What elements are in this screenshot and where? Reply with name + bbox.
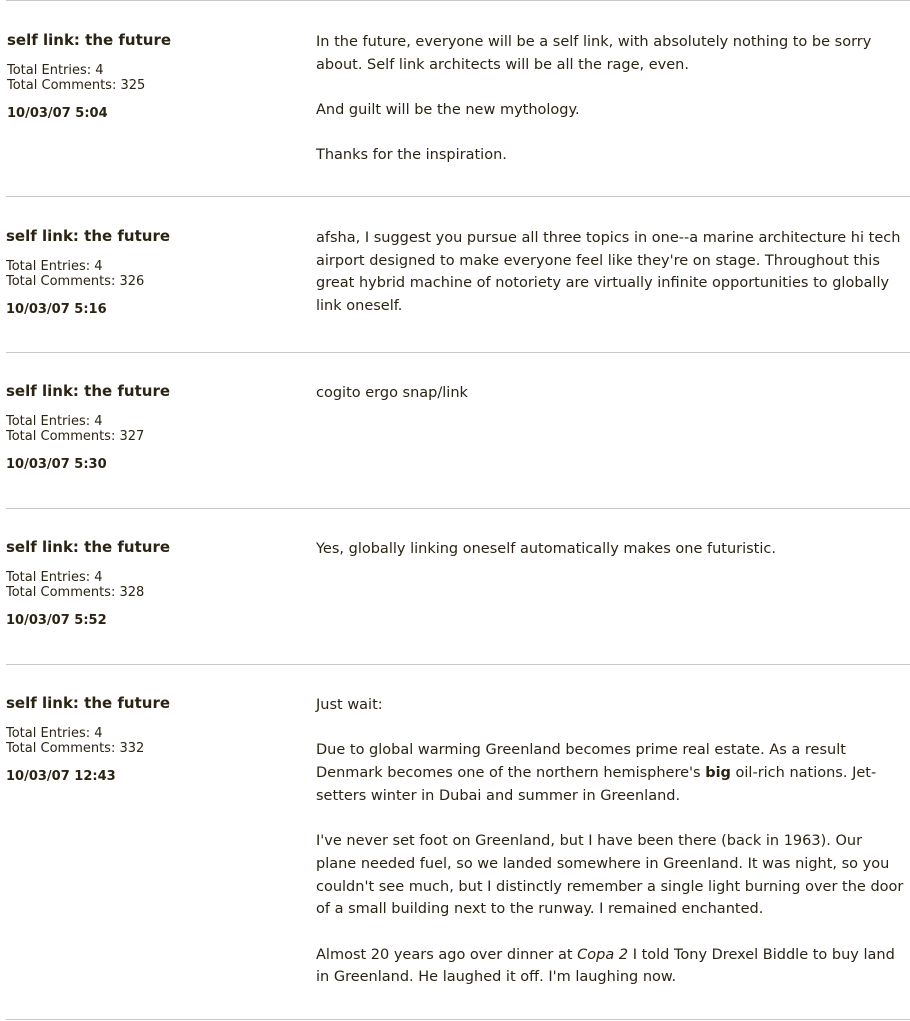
- divider: [6, 664, 910, 665]
- paragraph-text: In the future, everyone will be a self link, with absolutely nothing to be sorry about. Self link architects will be all the rage, even.: [316, 34, 872, 73]
- divider: [6, 508, 910, 509]
- comment-timestamp[interactable]: 10/03/07 5:16: [6, 302, 107, 317]
- comment-author[interactable]: self link: the future: [6, 227, 171, 245]
- comment-paragraph: [316, 538, 904, 561]
- paragraph-text: And guilt will be the new mythology.: [316, 102, 580, 119]
- comment-timestamp[interactable]: 10/03/07 5:52: [6, 613, 107, 628]
- comment-body: [316, 382, 904, 405]
- comment-body: [316, 31, 904, 167]
- total-comments: Total Comments: 327: [6, 429, 145, 444]
- comment-meta: [6, 226, 296, 318]
- total-comments: Total Comments: 326: [6, 274, 145, 289]
- comment-timestamp[interactable]: 10/03/07 5:30: [6, 457, 107, 472]
- divider: [6, 352, 910, 353]
- comment-paragraph: [316, 31, 904, 76]
- total-comments: Total Comments: 332: [6, 741, 145, 756]
- comment-paragraph: [316, 227, 904, 318]
- comment-body: [316, 538, 904, 561]
- comment-body: [316, 227, 904, 318]
- total-entries: Total Entries: 4: [6, 570, 103, 585]
- italic-text: Copa 2: [577, 946, 629, 963]
- author-stats: [6, 414, 296, 444]
- comment-author[interactable]: self link: the future: [6, 382, 171, 400]
- author-stats: [7, 63, 297, 93]
- total-comments: Total Comments: 325: [7, 78, 146, 93]
- total-comments: Total Comments: 328: [6, 585, 145, 600]
- comment-paragraph: [316, 694, 904, 717]
- paragraph-text: oil-rich nations. Jet-setters winter in Dubai and summer in Greenland.: [316, 765, 877, 804]
- comment-meta: [6, 381, 296, 473]
- author-stats: [6, 726, 296, 756]
- divider: [6, 1019, 910, 1020]
- paragraph-text: Almost 20 years ago over dinner at: [316, 946, 578, 963]
- paragraph-text: I've never set foot on Greenland, but I have been there (back in 1963). Our plane needed fuel, so we landed somewhere in Greenland. It was night, so you couldn't see much, but I distinctly remember a single light burning over the door of a small building next to the runway. I remained enchanted.: [316, 833, 904, 918]
- total-entries: Total Entries: 4: [6, 414, 103, 429]
- comment-paragraph: [316, 944, 904, 989]
- paragraph-text: cogito ergo snap/link: [316, 385, 468, 401]
- divider: [6, 196, 910, 197]
- paragraph-text: Thanks for the inspiration.: [316, 147, 507, 164]
- comment-timestamp[interactable]: 10/03/07 5:04: [7, 106, 108, 121]
- comment-paragraph: [316, 99, 904, 122]
- paragraph-text: I told Tony Drexel Biddle to buy land in Greenland. He laughed it off. I'm laughing now.: [316, 946, 895, 986]
- total-entries: Total Entries: 4: [6, 259, 103, 274]
- paragraph-text: Just wait:: [316, 697, 383, 713]
- paragraph-text: Due to global warming Greenland becomes prime real estate. As a result Denmark becomes one of the northern hemisphere's: [316, 742, 846, 782]
- comment-meta: [7, 30, 297, 122]
- total-entries: Total Entries: 4: [6, 726, 103, 741]
- divider: [6, 0, 910, 1]
- comment-paragraph: [316, 739, 904, 807]
- comment-author[interactable]: self link: the future: [6, 538, 171, 556]
- comment-author[interactable]: self link: the future: [7, 31, 172, 49]
- comment-paragraph: [316, 144, 904, 167]
- comment-meta: [6, 693, 296, 785]
- comment-paragraph: [316, 830, 904, 921]
- comment-body: [316, 694, 904, 989]
- paragraph-text: Yes, globally linking oneself automatically makes one futuristic.: [316, 541, 776, 557]
- comment-paragraph: [316, 382, 904, 405]
- bold-text: big: [705, 765, 731, 782]
- comment-timestamp[interactable]: 10/03/07 12:43: [6, 769, 116, 784]
- total-entries: Total Entries: 4: [7, 63, 104, 78]
- paragraph-text: afsha, I suggest you pursue all three topics in one--a marine architecture hi tech airport designed to make everyone feel like they're on stage. Throughout this great hybrid machine of notoriety are virtually infinite opportunities to globally link oneself.: [316, 230, 901, 315]
- comment-meta: [6, 537, 296, 629]
- author-stats: [6, 259, 296, 289]
- comment-author[interactable]: self link: the future: [6, 694, 171, 712]
- author-stats: [6, 570, 296, 600]
